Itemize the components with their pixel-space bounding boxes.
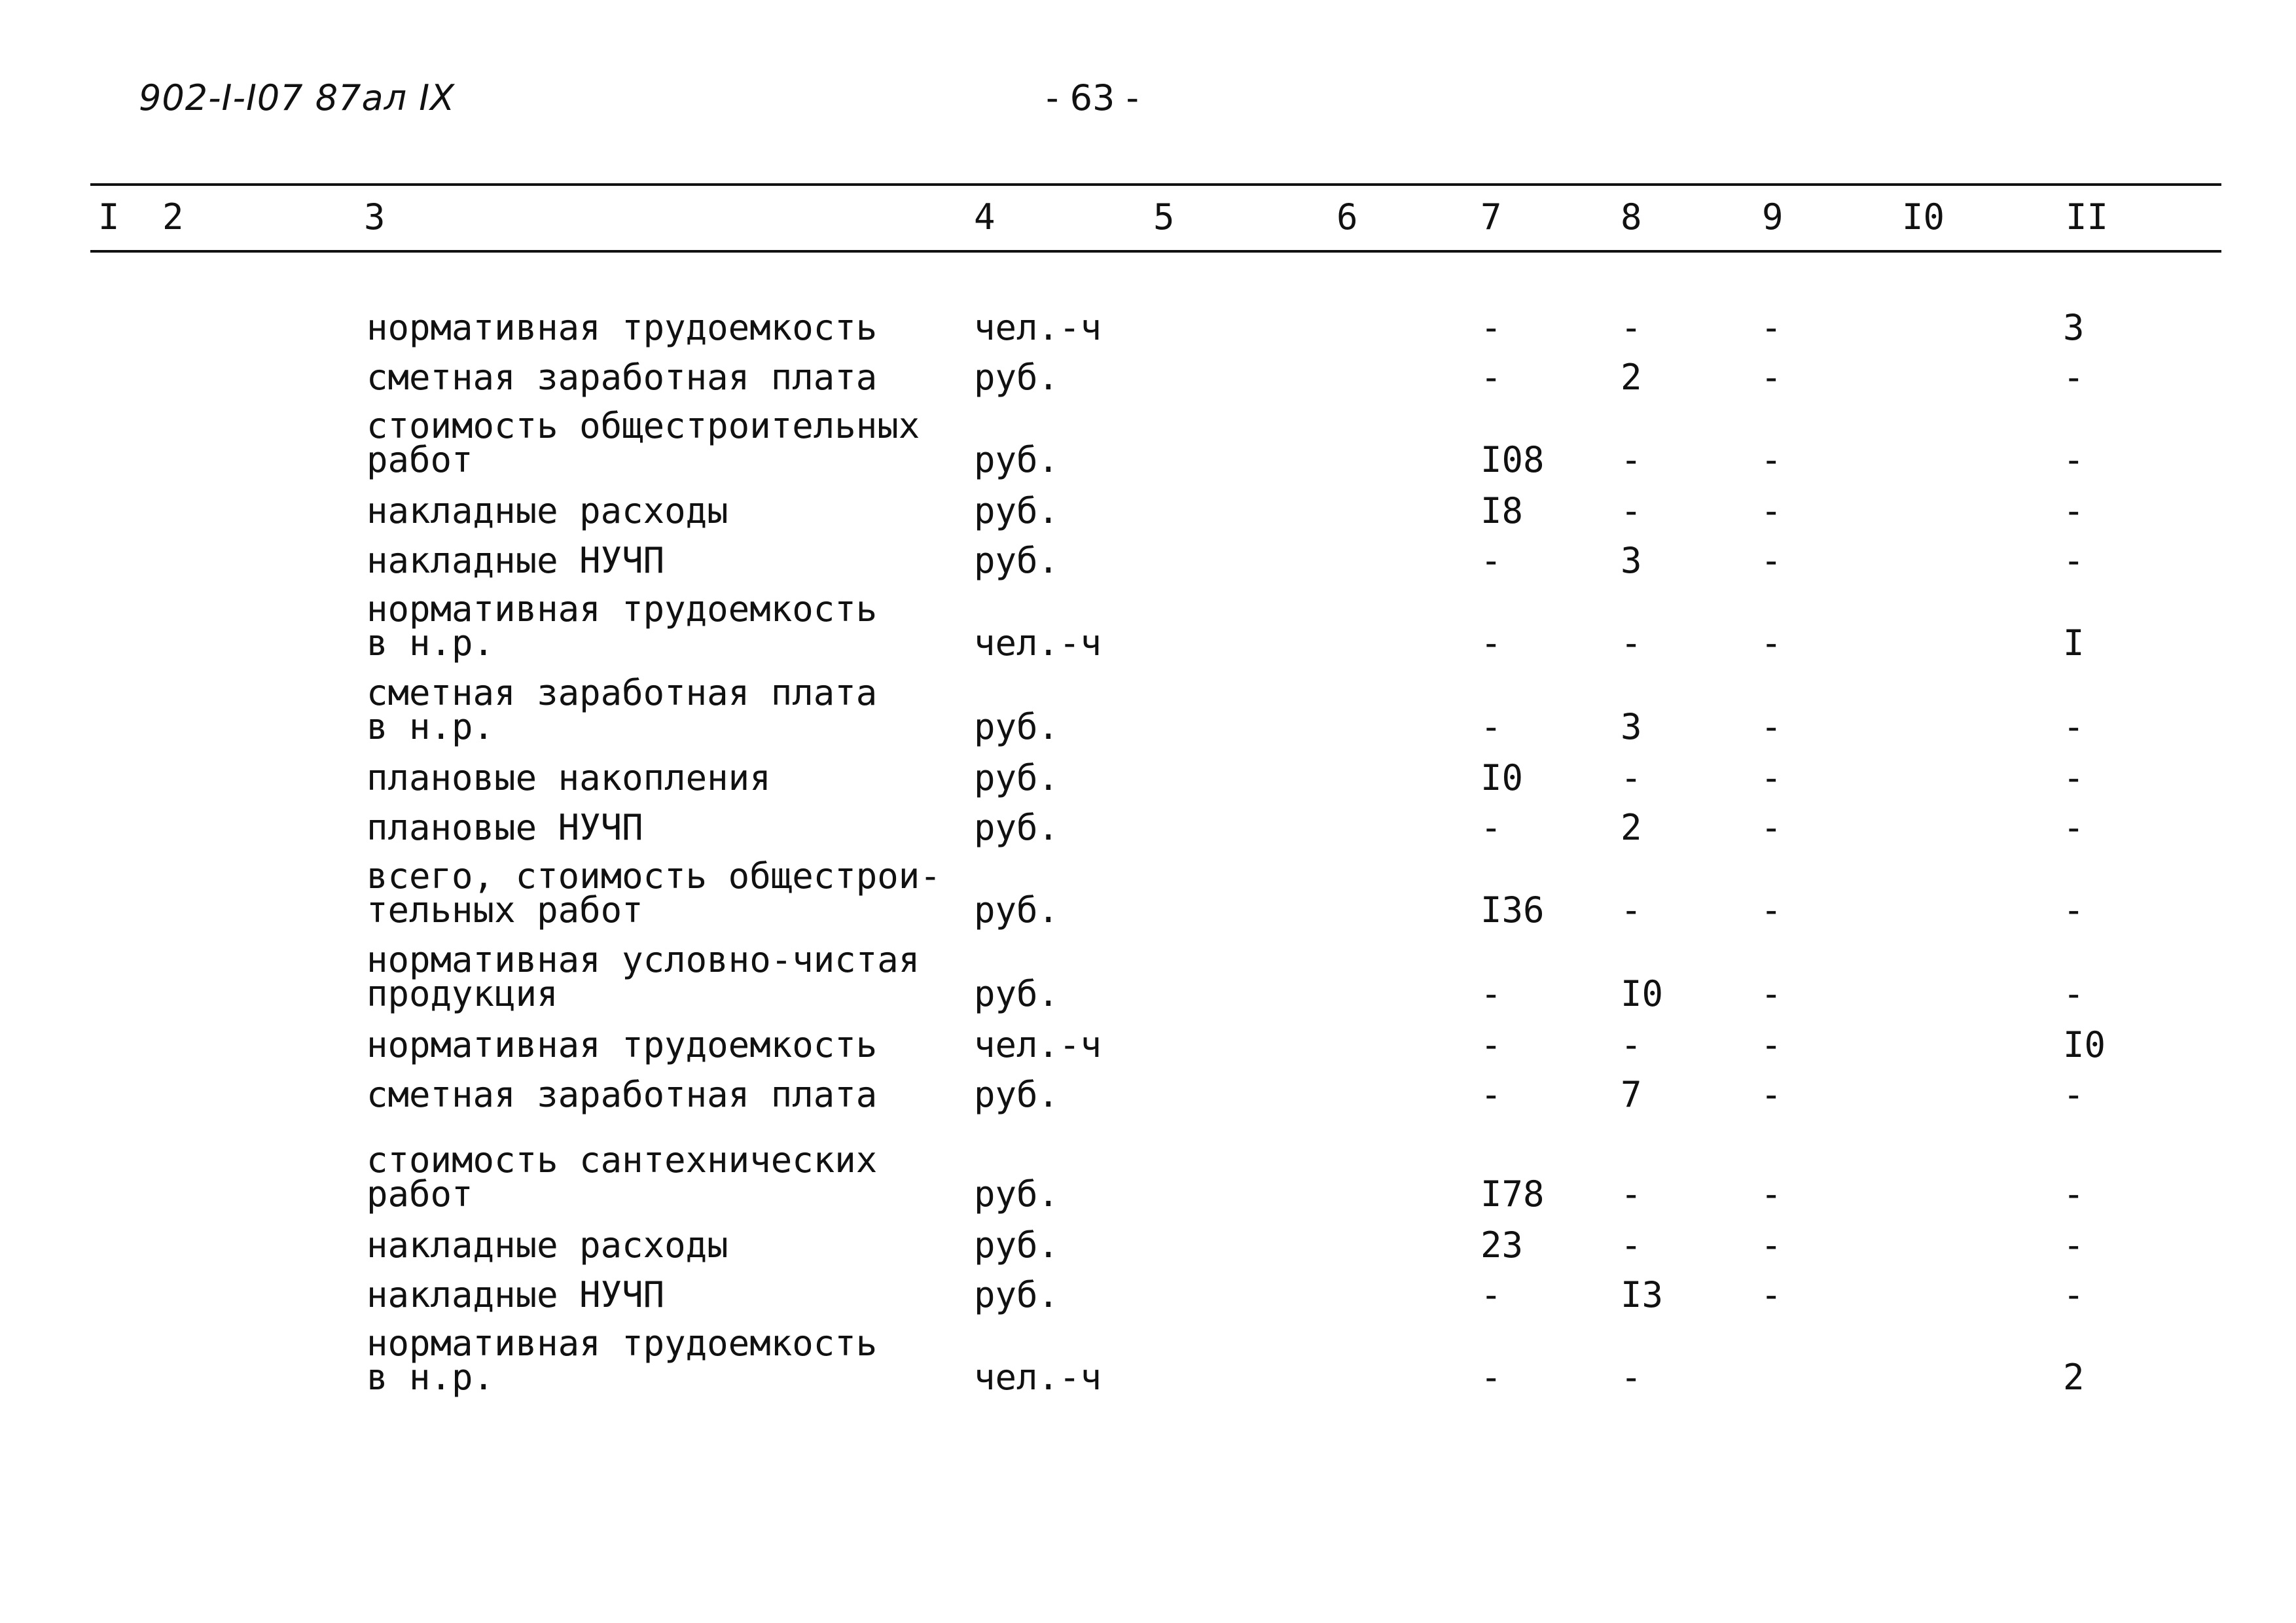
value-col-7: - [1480,1074,1502,1115]
value-col-9: - [1761,357,1782,398]
unit-cell: руб. [974,357,1060,398]
row-label [367,588,956,664]
value-col-7: - [1480,973,1502,1014]
row-label-line: в н.р. [367,1357,495,1398]
value-col-11: I0 [2063,1024,2106,1065]
value-col-8: 7 [1621,1074,1642,1115]
unit-cell: чел.-ч [974,1357,1102,1398]
row-label [367,1024,956,1065]
value-col-8: 2 [1621,357,1642,398]
value-col-7: - [1480,807,1502,848]
row-label [367,1074,956,1115]
unit-cell: чел.-ч [974,622,1102,664]
value-col-7: - [1480,307,1502,348]
row-label-line: накладные НУЧП [367,1274,665,1315]
value-col-9: - [1761,307,1782,348]
column-header-4: 4 [974,196,996,238]
value-col-8: - [1621,1024,1642,1065]
row-label [367,1274,956,1315]
value-col-8: - [1621,757,1642,798]
row-label-line: нормативная условно-чистая [367,939,920,980]
value-col-9: - [1761,540,1782,581]
row-label-line: плановые НУЧП [367,807,643,848]
value-col-7: I0 [1480,757,1524,798]
column-header-1: I [98,196,120,238]
row-label-line: накладные НУЧП [367,540,665,581]
value-col-7: I8 [1480,490,1524,531]
value-col-9: - [1761,807,1782,848]
row-label-line: стоимость общестроительных [367,405,920,446]
value-col-9: - [1761,889,1782,931]
row-label-line: тельных работ [367,889,643,931]
value-col-11: - [2063,757,2085,798]
unit-cell: руб. [974,1224,1060,1266]
column-header-7: 7 [1480,196,1502,238]
column-header-11: II [2066,196,2109,238]
row-label [367,939,956,1014]
value-col-11: - [2063,490,2085,531]
row-label-line: накладные расходы [367,1224,728,1266]
row-label [367,757,956,798]
unit-cell: руб. [974,490,1060,531]
row-label-line: нормативная трудоемкость [367,307,878,348]
value-col-9: - [1761,490,1782,531]
value-col-11: I [2063,622,2085,664]
row-label [367,490,956,531]
value-col-7: - [1480,357,1502,398]
unit-cell: чел.-ч [974,307,1102,348]
unit-cell: руб. [974,757,1060,798]
row-label-line: работ [367,1173,473,1215]
value-col-9: - [1761,1274,1782,1315]
value-col-11: - [2063,973,2085,1014]
value-col-9: - [1761,1224,1782,1266]
value-col-8: I3 [1621,1274,1664,1315]
column-header-2: 2 [162,196,184,238]
value-col-9: - [1761,706,1782,747]
value-col-7: - [1480,1274,1502,1315]
row-label-line: нормативная трудоемкость [367,1323,878,1364]
value-col-9: - [1761,973,1782,1014]
value-col-8: - [1621,490,1642,531]
row-label-line: нормативная трудоемкость [367,1024,878,1065]
unit-cell: руб. [974,439,1060,480]
unit-cell: руб. [974,973,1060,1014]
row-label-line: сметная заработная плата [367,672,878,713]
value-col-7: - [1480,540,1502,581]
row-label [367,1323,956,1398]
unit-cell: чел.-ч [974,1024,1102,1065]
value-col-11: - [2063,1173,2085,1215]
value-col-7: I78 [1480,1173,1545,1215]
row-label [367,307,956,348]
value-col-7: 23 [1480,1224,1524,1266]
value-col-11: 2 [2063,1357,2085,1398]
value-col-9: - [1761,1074,1782,1115]
column-header-3: 3 [364,196,386,238]
value-col-9: - [1761,1024,1782,1065]
row-label [367,1139,956,1215]
unit-cell: руб. [974,1074,1060,1115]
value-col-11: - [2063,706,2085,747]
value-col-8: - [1621,307,1642,348]
row-label [367,540,956,581]
row-label [367,855,956,931]
row-label [367,357,956,398]
column-header-5: 5 [1153,196,1175,238]
row-label-line: продукция [367,973,558,1014]
value-col-9: - [1761,1173,1782,1215]
value-col-8: - [1621,889,1642,931]
unit-cell: руб. [974,540,1060,581]
value-col-7: - [1480,622,1502,664]
value-col-9: - [1761,757,1782,798]
row-label [367,405,956,480]
row-label [367,672,956,747]
value-col-8: - [1621,622,1642,664]
row-label-line: нормативная трудоемкость [367,588,878,630]
row-label-line: в н.р. [367,622,495,664]
unit-cell: руб. [974,889,1060,931]
unit-cell: руб. [974,1274,1060,1315]
value-col-8: 3 [1621,706,1642,747]
value-col-11: - [2063,439,2085,480]
value-col-9: - [1761,439,1782,480]
row-label-line: работ [367,439,473,480]
unit-cell: руб. [974,706,1060,747]
value-col-11: - [2063,1274,2085,1315]
value-col-7: I08 [1480,439,1545,480]
value-col-8: - [1621,439,1642,480]
row-label-line: накладные расходы [367,490,728,531]
row-label [367,1224,956,1266]
value-col-11: - [2063,889,2085,931]
document-code: 902-I-I07 87ал IX [139,77,456,118]
column-header-6: 6 [1336,196,1358,238]
value-col-11: 3 [2063,307,2085,348]
unit-cell: руб. [974,807,1060,848]
value-col-11: - [2063,357,2085,398]
page-number: - 63 - [1046,77,1139,118]
value-col-9: - [1761,622,1782,664]
value-col-7: - [1480,1357,1502,1398]
value-col-7: - [1480,706,1502,747]
row-label-line: сметная заработная плата [367,1074,878,1115]
value-col-11: - [2063,1074,2085,1115]
value-col-8: 2 [1621,807,1642,848]
row-label-line: стоимость сантехнических [367,1139,878,1181]
unit-cell: руб. [974,1173,1060,1215]
column-header-8: 8 [1621,196,1642,238]
value-col-8: - [1621,1173,1642,1215]
value-col-8: I0 [1621,973,1664,1014]
row-label [367,807,956,848]
value-col-7: - [1480,1024,1502,1065]
column-header-9: 9 [1762,196,1784,238]
value-col-8: 3 [1621,540,1642,581]
row-label-line: плановые накопления [367,757,771,798]
value-col-8: - [1621,1224,1642,1266]
value-col-7: I36 [1480,889,1545,931]
row-label-line: в н.р. [367,706,495,747]
value-col-11: - [2063,540,2085,581]
value-col-11: - [2063,807,2085,848]
column-header-10: I0 [1902,196,1945,238]
value-col-8: - [1621,1357,1642,1398]
value-col-11: - [2063,1224,2085,1266]
row-label-line: всего, стоимость общестрои- [367,855,941,897]
row-label-line: сметная заработная плата [367,357,878,398]
